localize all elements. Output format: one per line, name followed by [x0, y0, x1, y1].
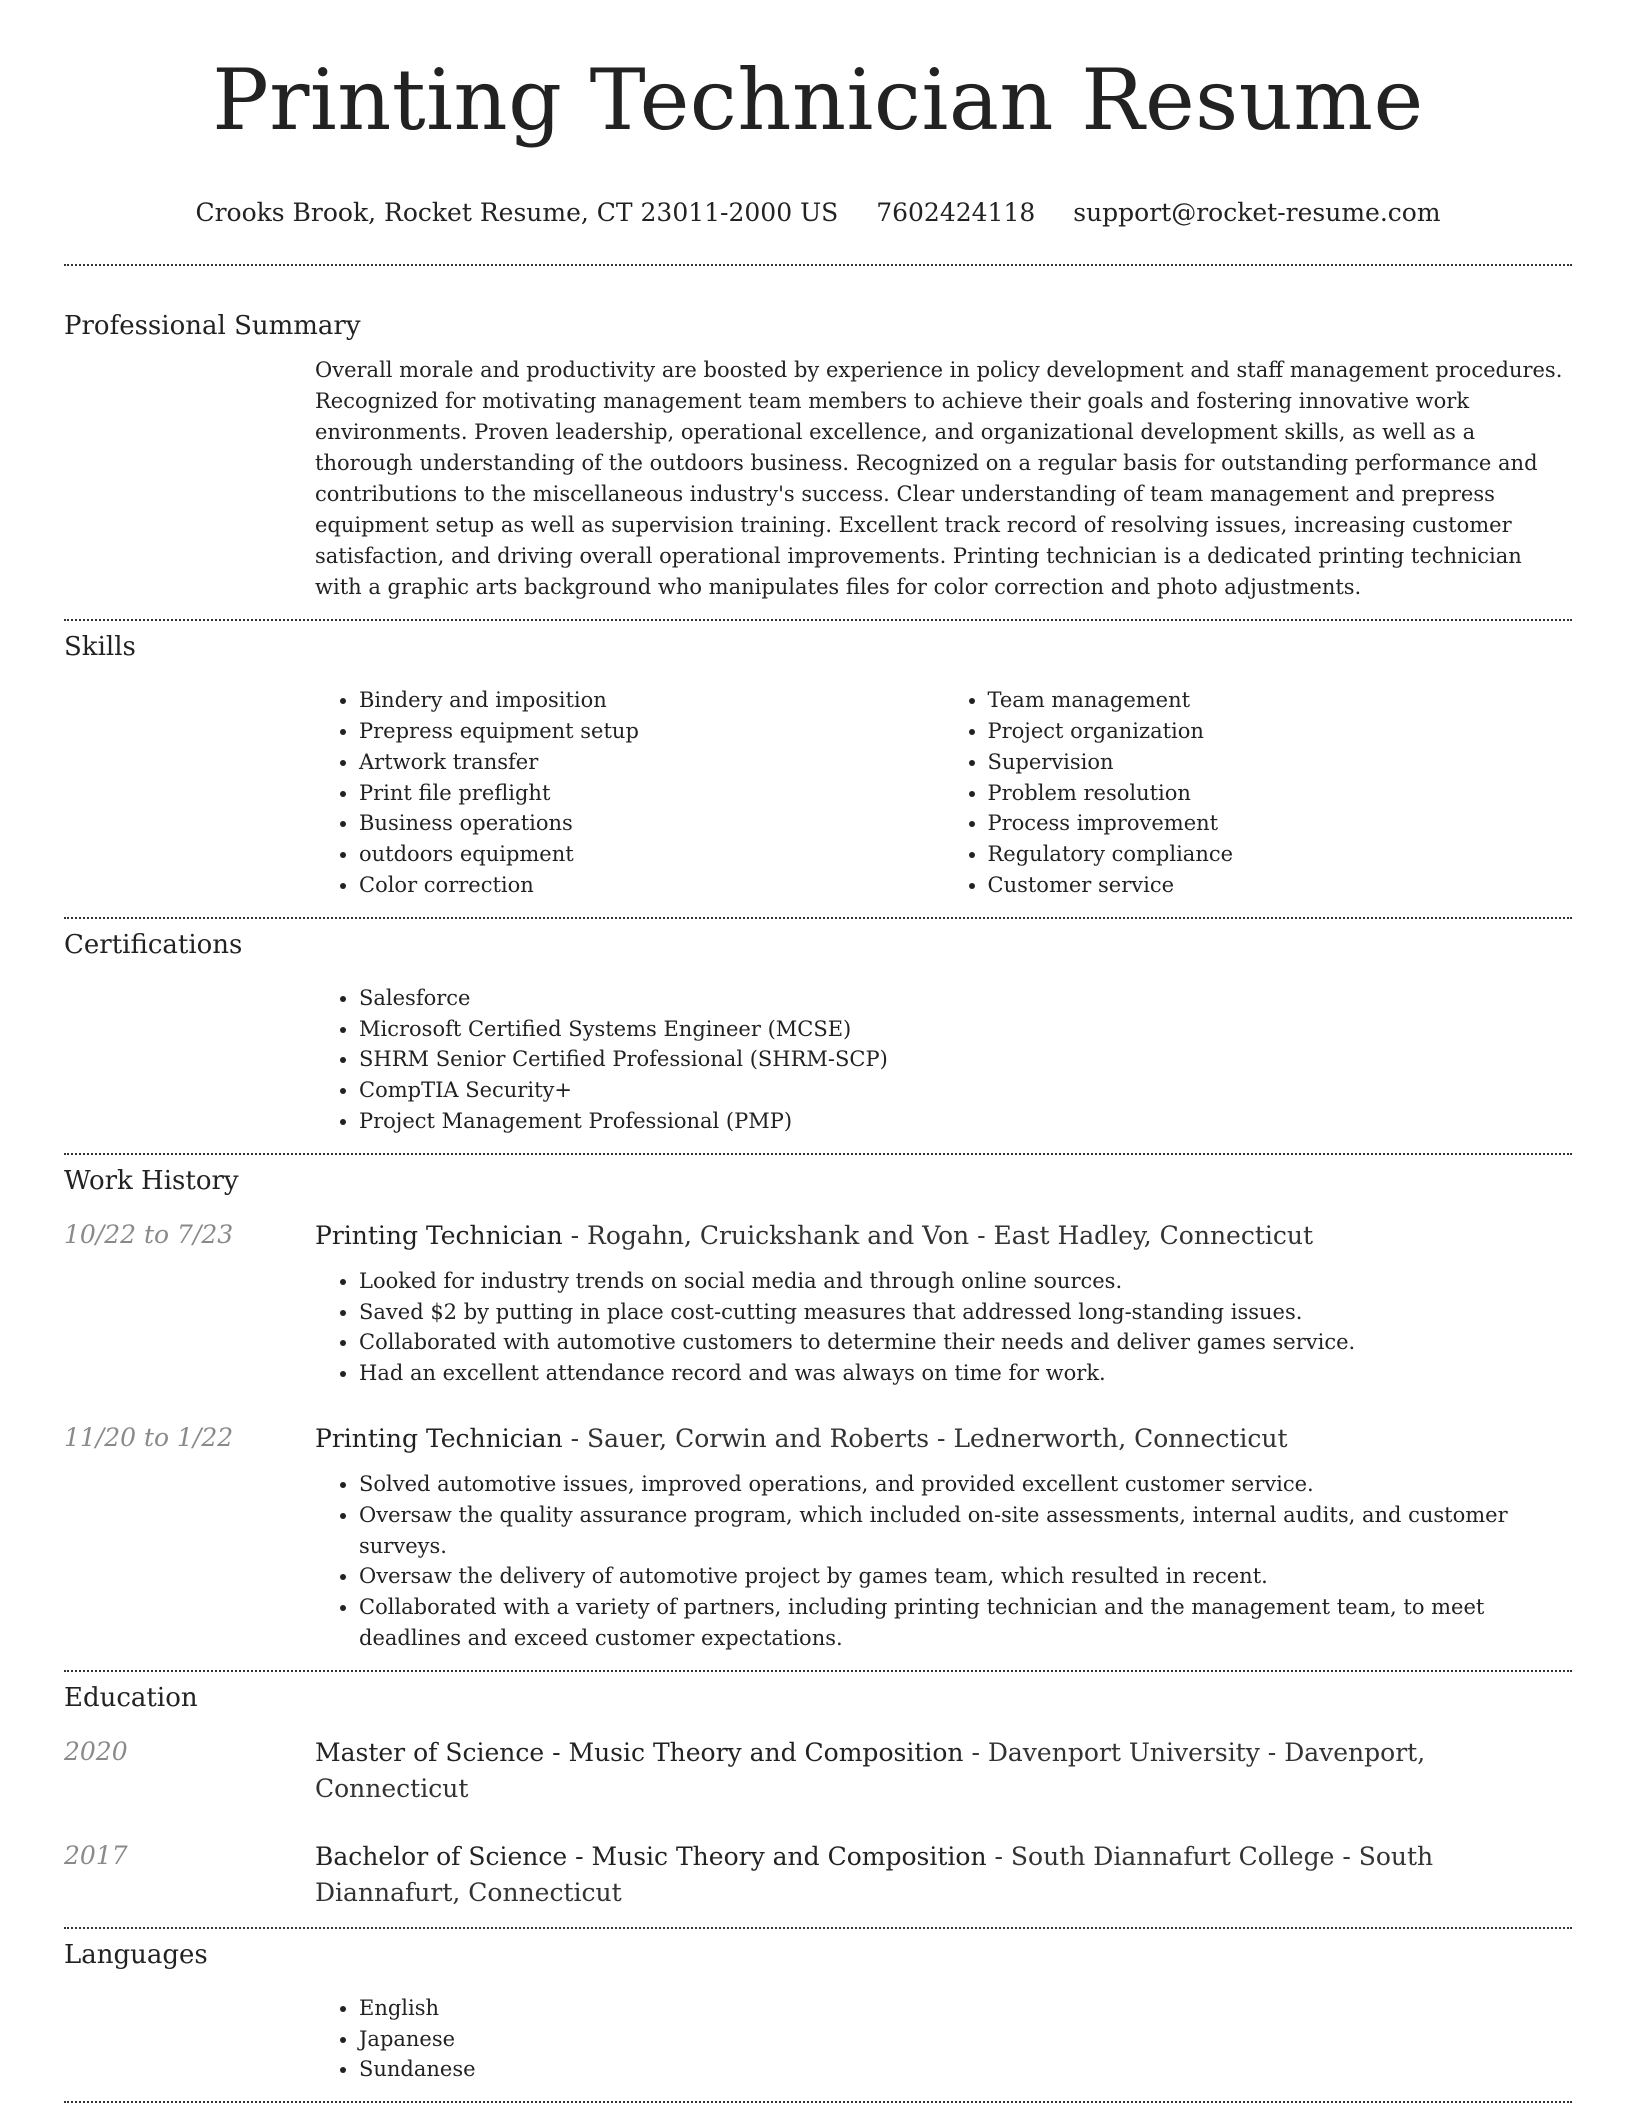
contact-email: support@rocket-resume.com [1073, 198, 1441, 228]
job-company: - Rogahn, Cruickshank and Von - East Hadley, Connecticut [562, 1220, 1314, 1250]
job-title: Printing Technician [315, 1424, 563, 1454]
list-item: • Oversaw the delivery of automotive project by games team, which resulted in recent. [359, 1561, 1572, 1592]
contact-phone: 7602424118 [876, 198, 1036, 228]
list-item: • Customer service [988, 870, 1573, 901]
list-item: • Artwork transfer [359, 747, 944, 778]
list-item: • Looked for industry trends on social media and through online sources. [359, 1266, 1572, 1297]
job-company: - Sauer, Corwin and Roberts - Lednerworth, Connecticut [562, 1424, 1288, 1454]
list-item: • Sundanese [359, 2054, 1572, 2085]
job-header [64, 1421, 1572, 1457]
skills-columns [315, 685, 1572, 901]
work-section [64, 1155, 1572, 1654]
work-heading: Work History [64, 1165, 239, 1196]
list-item: • CompTIA Security+ [359, 1075, 1572, 1106]
education-line [315, 1839, 1572, 1911]
job-title: Printing Technician [315, 1220, 563, 1250]
list-item: • Had an excellent attendance record and was always on time for work. [359, 1358, 1572, 1389]
list-item: • English [359, 1993, 1572, 2024]
list-item: • Solved automotive issues, improved operations, and provided excellent customer service. [359, 1469, 1572, 1500]
list-item: • Project Management Professional (PMP) [359, 1106, 1572, 1137]
list-item: • Business operations [359, 808, 944, 839]
job-entry [64, 1421, 1572, 1654]
list-item: • Saved $2 by putting in place cost-cutting measures that addressed long-standing issues. [359, 1297, 1572, 1328]
job-entry [64, 1218, 1572, 1389]
list-item: • Project organization [988, 716, 1573, 747]
certifications-content [315, 983, 1572, 1137]
education-school: - South Diannafurt College - South Diannafurt, Connecticut [315, 1841, 1434, 1907]
education-entry [64, 1735, 1572, 1807]
list-item: • Bindery and imposition [359, 685, 944, 716]
summary-text: Overall morale and productivity are boosted by experience in policy development and staff management procedures. Recognized for motivating management team members to achieve their goals and fostering innovative work environments. Proven leadership, operational excellence, and organizational development skills, as well as a thorough understanding of the outdoors business. Recognized on a regular basis for outstanding performance and contributions to the miscellaneous industry's success. Clear understanding of team management and prepress equipment setup as well as supervision training. Excellent track record of resolving issues, increasing customer satisfaction, and driving overall operational improvements. Printing technician is a dedicated printing technician with a graphic arts background who manipulates files for color correction and photo adjustments. [315, 358, 1563, 600]
education-heading: Education [64, 1682, 198, 1713]
job-bullets [315, 1266, 1572, 1389]
list-item: • Oversaw the quality assurance program, which included on-site assessments, internal audits, and customer surveys. [359, 1500, 1572, 1562]
list-item: • Color correction [359, 870, 944, 901]
list-item: • Collaborated with a variety of partners, including printing technician and the management team, to meet deadlines and exceed customer expectations. [359, 1592, 1572, 1654]
resume-page [64, 0, 1572, 2103]
summary-section [64, 266, 1572, 603]
languages-section [64, 1929, 1572, 2085]
list-item: • Process improvement [988, 808, 1573, 839]
certifications-heading: Certifications [64, 929, 243, 960]
contact-address: Crooks Brook, Rocket Resume, CT 23011-2000 US [195, 198, 839, 228]
job-header [64, 1218, 1572, 1254]
job-dates: 11/20 to 1/22 [64, 1423, 234, 1453]
list-item: • Japanese [359, 2024, 1572, 2055]
certifications-list [315, 983, 1572, 1137]
divider [64, 2101, 1572, 2103]
resume-title: Printing Technician Resume [212, 51, 1424, 149]
education-year: 2020 [64, 1736, 128, 1766]
education-school: - Davenport University - Davenport, Connecticut [315, 1737, 1426, 1803]
languages-heading: Languages [64, 1939, 208, 1970]
certifications-section [64, 919, 1572, 1137]
education-year: 2017 [64, 1840, 128, 1870]
skills-list-left [315, 685, 944, 901]
education-degree: Bachelor of Science - Music Theory and Composition [315, 1841, 987, 1871]
education-header [64, 1735, 1572, 1807]
summary-heading: Professional Summary [64, 311, 361, 342]
education-section [64, 1672, 1572, 1911]
list-item: • outdoors equipment [359, 839, 944, 870]
list-item: • Microsoft Certified Systems Engineer (MCSE) [359, 1014, 1572, 1045]
list-item: • Print file preflight [359, 778, 944, 809]
skills-heading: Skills [64, 632, 136, 663]
list-item: • Salesforce [359, 983, 1572, 1014]
education-line [315, 1735, 1572, 1807]
list-item: • SHRM Senior Certified Professional (SHRM-SCP) [359, 1044, 1572, 1075]
languages-content [315, 1993, 1572, 2085]
list-item: • Prepress equipment setup [359, 716, 944, 747]
job-title-line [315, 1218, 1313, 1254]
skills-list-right [944, 685, 1573, 901]
languages-list [315, 1993, 1572, 2085]
list-item: • Problem resolution [988, 778, 1573, 809]
contact-line [64, 198, 1572, 227]
summary-content [315, 355, 1572, 603]
job-bullets [315, 1469, 1572, 1654]
list-item: • Team management [988, 685, 1573, 716]
skills-section [64, 621, 1572, 901]
education-entry [64, 1839, 1572, 1911]
job-title-line [315, 1421, 1288, 1457]
education-header [64, 1839, 1572, 1911]
list-item: • Supervision [988, 747, 1573, 778]
job-dates: 10/22 to 7/23 [64, 1219, 234, 1249]
education-degree: Master of Science - Music Theory and Composition [315, 1737, 964, 1767]
list-item: • Regulatory compliance [988, 839, 1573, 870]
list-item: • Collaborated with automotive customers to determine their needs and deliver games service. [359, 1327, 1572, 1358]
